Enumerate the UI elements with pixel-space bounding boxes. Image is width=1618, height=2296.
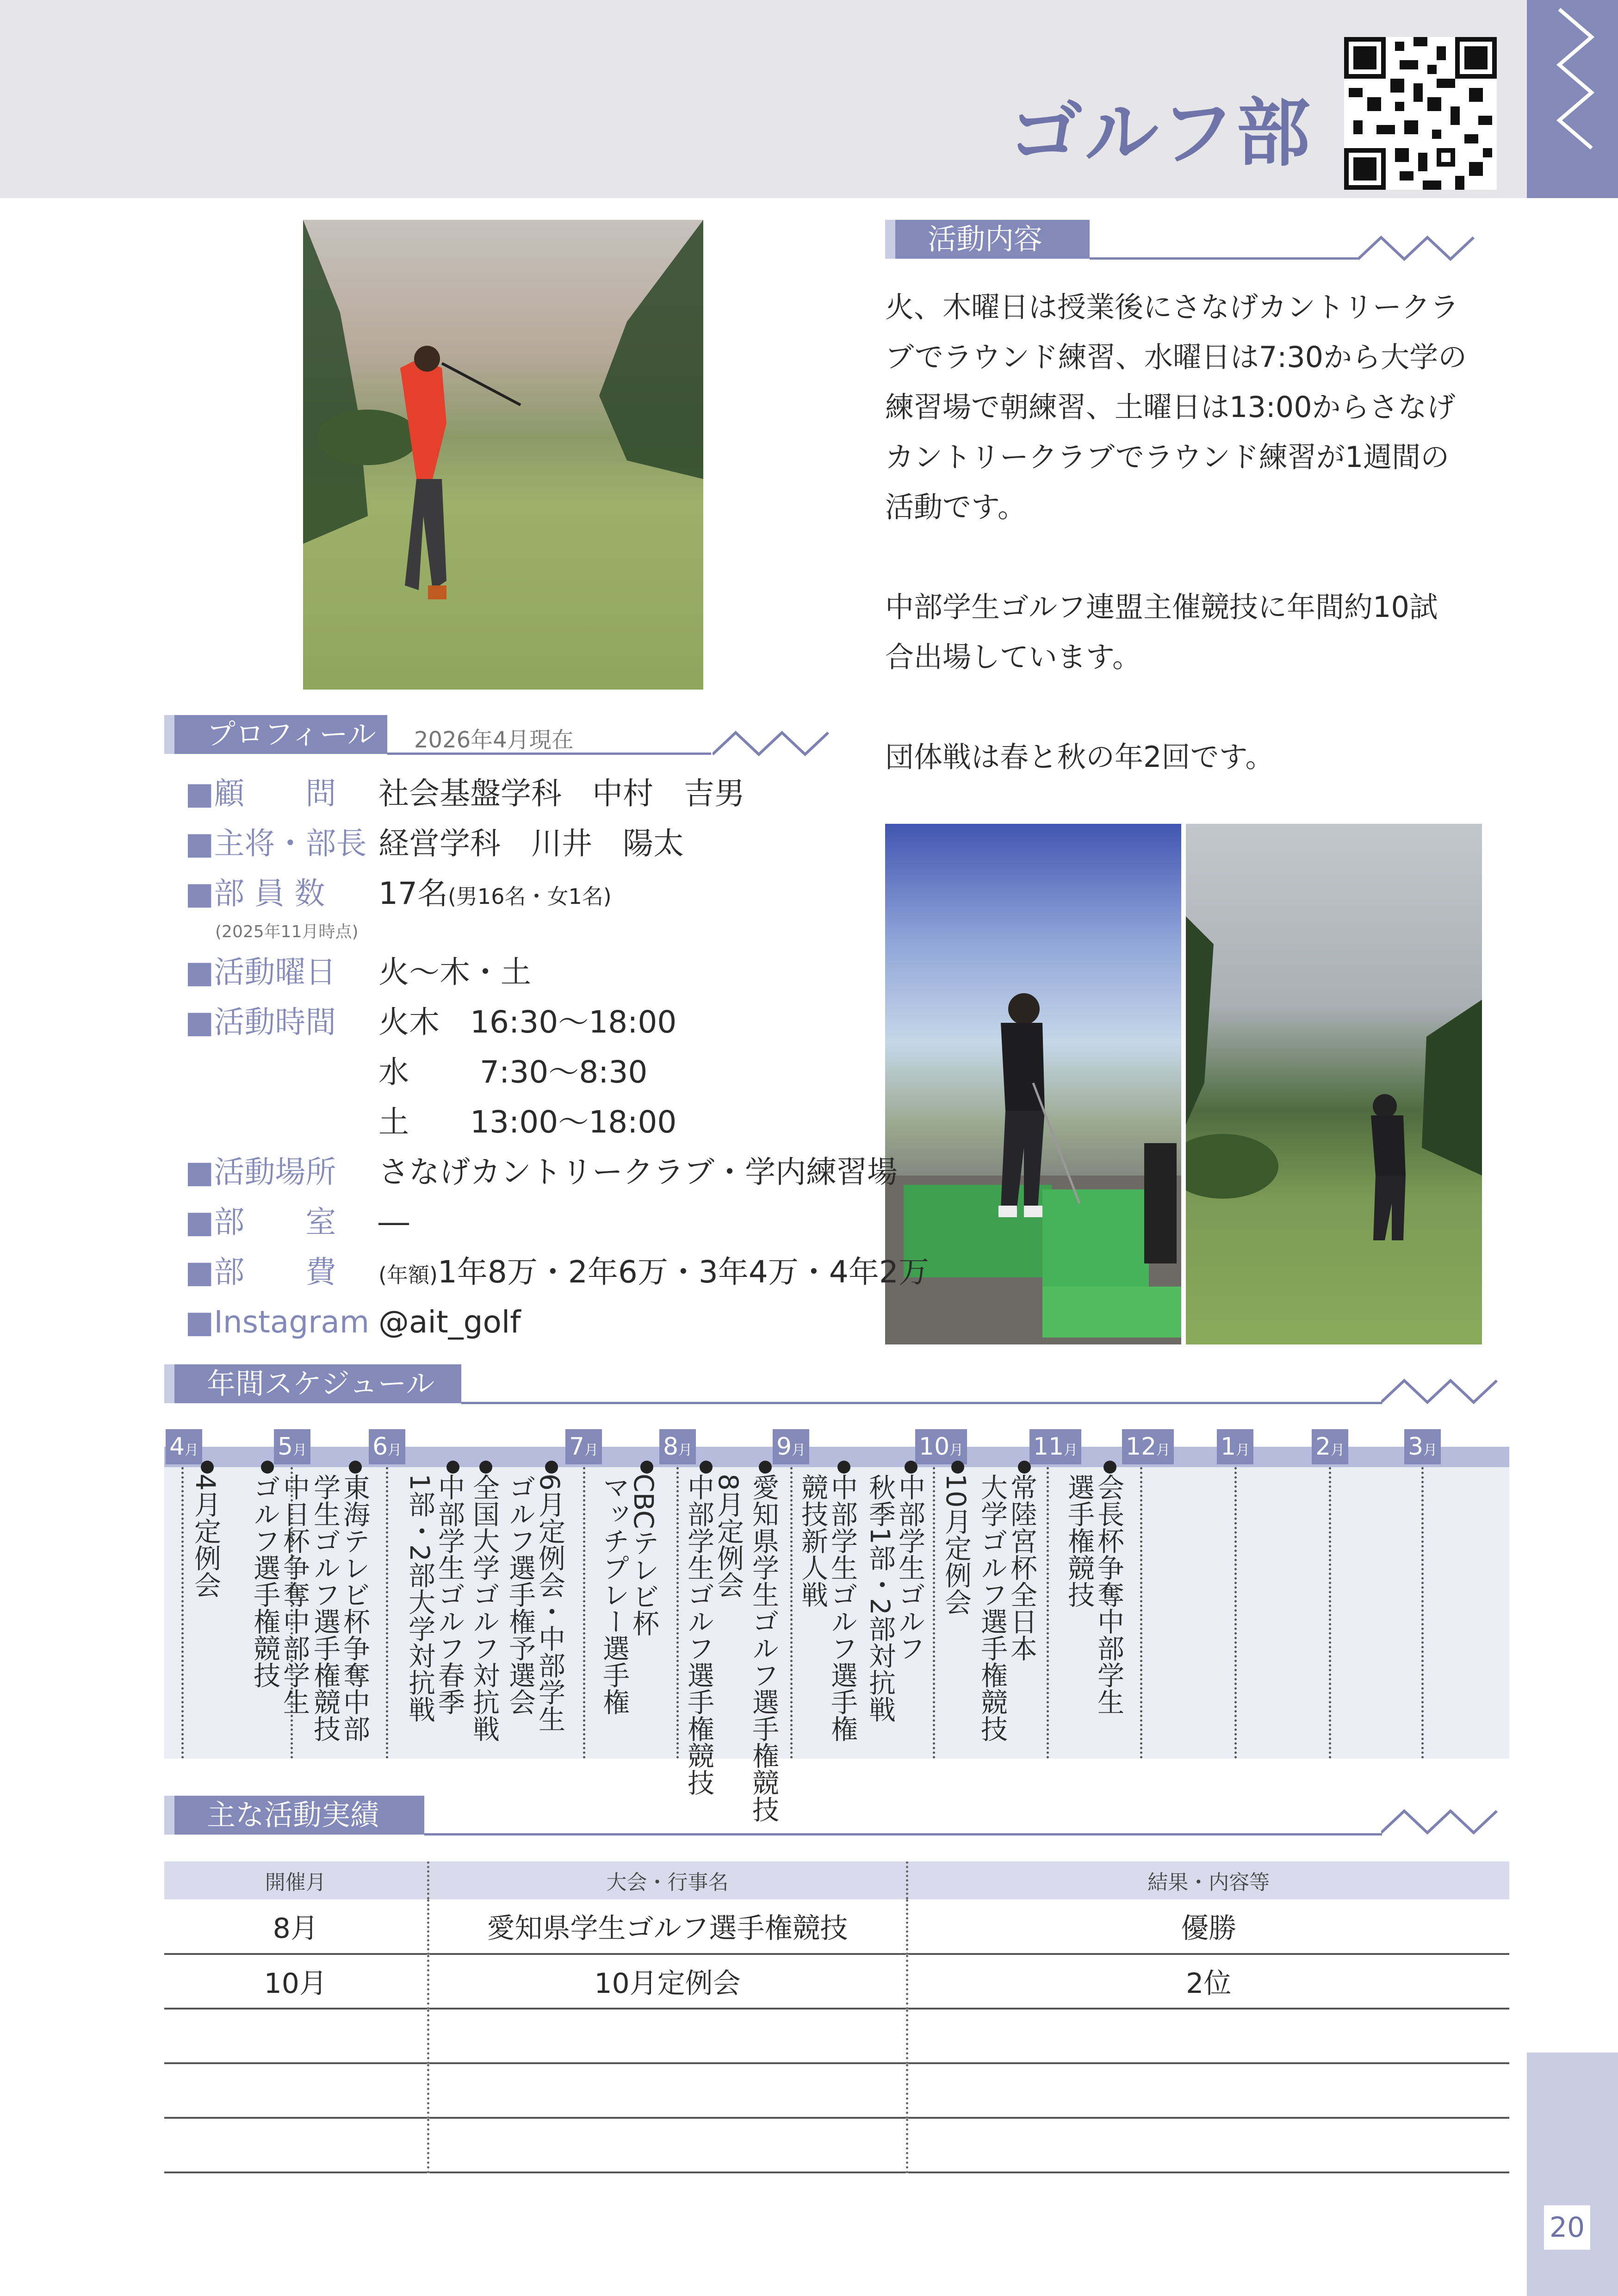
month-divider — [181, 1467, 184, 1759]
event-dot — [446, 1461, 459, 1474]
zigzag-decoration-icon — [1527, 0, 1618, 198]
activity-line: 団体戦は春と秋の年2回です。 — [885, 740, 1274, 774]
month-divider — [676, 1467, 679, 1759]
table-row — [164, 1899, 1509, 1954]
section-underline — [461, 1402, 1382, 1404]
event-dot — [261, 1461, 274, 1474]
month-badge — [1404, 1429, 1441, 1464]
month-divider — [1047, 1467, 1049, 1759]
table-cell — [907, 2118, 1509, 2172]
schedule-event: 10月定例会 — [940, 1474, 972, 1615]
month-badge — [565, 1429, 602, 1464]
month-unit: 月 — [1423, 1442, 1438, 1458]
section-accent-bar — [164, 1364, 174, 1403]
activity-heading: 活動内容 — [895, 220, 1090, 259]
fee-amounts: 1年8万・2年6万・3年4万・4年2万 — [437, 1254, 929, 1290]
table-cell: 8月 — [164, 1899, 428, 1954]
section-accent-bar — [885, 220, 895, 259]
schedule-event: 8月定例会 中部学生ゴルフ選手権競技 — [683, 1474, 744, 1796]
activity-line: ブでラウンド練習、水曜日は7:30から大学の — [885, 340, 1467, 374]
event-dot — [1103, 1461, 1116, 1474]
month-unit: 月 — [1236, 1442, 1250, 1458]
table-cell: 10月定例会 — [428, 1954, 907, 2009]
activity-line: 合出場しています。 — [885, 640, 1141, 674]
schedule-event: 東海テレビ杯争奪中部 学生ゴルフ選手権競技 — [309, 1474, 370, 1742]
activity-line: 活動です。 — [885, 490, 1027, 524]
instagram-handle[interactable]: @ait_golf — [378, 1304, 521, 1340]
month-divider — [933, 1467, 935, 1759]
schedule-heading: 年間スケジュール — [174, 1364, 461, 1403]
fee-prefix: (年額) — [378, 1263, 438, 1288]
table-cell — [164, 2009, 428, 2063]
month-num: 12 — [1126, 1433, 1157, 1461]
month-badge — [274, 1429, 310, 1464]
room-value: ― — [378, 1204, 409, 1240]
schedule-event: CBCテレビ杯 マッチプレー選手権 — [598, 1474, 659, 1715]
schedule-event: 全国大学ゴルフ対抗戦 — [468, 1474, 500, 1742]
month-badge — [1029, 1429, 1081, 1464]
schedule-event: 会長杯争奪中部学生 選手権競技 — [1063, 1474, 1124, 1715]
month-divider — [790, 1467, 793, 1759]
table-cell: 2位 — [907, 1954, 1509, 2009]
captain-label: ■主将・部長 — [185, 826, 367, 861]
month-badge — [773, 1429, 809, 1464]
month-unit: 月 — [1331, 1442, 1345, 1458]
place-value: さなげカントリークラブ・学内練習場 — [378, 1154, 898, 1190]
members-label: ■部 員 数 — [185, 876, 325, 911]
event-dot — [479, 1461, 492, 1474]
month-unit: 月 — [584, 1442, 599, 1458]
section-accent-bar — [164, 1796, 174, 1835]
schedule-event: 4月定例会 — [190, 1474, 221, 1598]
month-unit: 月 — [1064, 1442, 1078, 1458]
place-label: ■活動場所 — [185, 1154, 336, 1190]
days-value: 火～木・土 — [378, 954, 531, 990]
table-cell — [428, 2063, 907, 2118]
event-dot — [700, 1461, 713, 1474]
event-dot — [545, 1461, 558, 1474]
table-cell: 優勝 — [907, 1899, 1509, 1954]
section-underline — [1090, 257, 1358, 260]
captain-value: 経営学科 川井 陽太 — [378, 826, 684, 861]
activity-line: 練習場で朝練習、土曜日は13:00からさなげ — [885, 390, 1456, 424]
instagram-label: ■Instagram — [185, 1304, 370, 1340]
month-divider — [1329, 1467, 1331, 1759]
month-divider — [1234, 1467, 1237, 1759]
month-num: 4 — [169, 1433, 185, 1461]
results-heading: 主な活動実績 — [174, 1796, 424, 1835]
advisor-label: ■顧 問 — [185, 776, 336, 811]
month-unit: 月 — [949, 1442, 964, 1458]
room-label: ■部 室 — [185, 1204, 336, 1240]
month-divider — [583, 1467, 585, 1759]
page-title: ゴルフ部 — [1009, 90, 1313, 176]
month-unit: 月 — [185, 1442, 199, 1458]
month-unit: 月 — [293, 1442, 307, 1458]
members-value — [378, 873, 612, 915]
page-number: 20 — [1544, 2205, 1590, 2250]
event-dot — [201, 1461, 214, 1474]
results-table — [164, 1861, 1509, 2173]
month-divider — [1421, 1467, 1424, 1759]
month-badge — [1312, 1429, 1348, 1464]
month-unit: 月 — [678, 1442, 693, 1458]
members-note: (2025年11月時点) — [215, 922, 359, 941]
side-tab — [1527, 0, 1618, 198]
month-badge — [659, 1429, 696, 1464]
schedule-event: 愛知県学生ゴルフ選手権競技 — [748, 1474, 779, 1823]
month-num: 10 — [919, 1433, 950, 1461]
month-divider — [386, 1467, 388, 1759]
qr-code-icon[interactable] — [1344, 37, 1497, 190]
month-unit: 月 — [792, 1442, 806, 1458]
table-row — [164, 2009, 1509, 2063]
days-label: ■活動曜日 — [185, 954, 336, 990]
table-cell: 愛知県学生ゴルフ選手権競技 — [428, 1899, 907, 1954]
hours-value-1: 火木 16:30～18:00 — [378, 1004, 677, 1040]
zigzag-decoration-icon — [1381, 1377, 1511, 1405]
activity-line: 中部学生ゴルフ連盟主催競技に年間約10試 — [885, 590, 1438, 624]
table-row — [164, 2063, 1509, 2118]
profile-as-of: 2026年4月現在 — [414, 727, 574, 753]
month-badge — [915, 1429, 967, 1464]
zigzag-decoration-icon — [1381, 1807, 1511, 1835]
activity-line: 火、木曜日は授業後にさなげカントリークラ — [885, 290, 1459, 324]
event-dot — [837, 1461, 850, 1474]
schedule-event: 常陸宮杯全日本 大学ゴルフ選手権競技 — [976, 1474, 1037, 1742]
fee-value — [378, 1251, 929, 1293]
month-unit: 月 — [388, 1442, 402, 1458]
schedule-event: 中部学生ゴルフ選手権 競技新人戦 — [797, 1474, 858, 1742]
blank-line — [885, 682, 1487, 732]
month-num: 2 — [1315, 1433, 1331, 1461]
members-count: 17名 — [378, 876, 448, 911]
month-num: 9 — [776, 1433, 792, 1461]
event-dot — [759, 1461, 772, 1474]
schedule-event: 6月定例会・中部学生 ゴルフ選手権予選会 — [504, 1474, 565, 1732]
driving-range-photo — [885, 824, 1181, 1344]
schedule-timeline-bar — [164, 1447, 1509, 1467]
table-cell — [164, 2118, 428, 2172]
month-num: 11 — [1033, 1433, 1064, 1461]
event-dot — [349, 1461, 362, 1474]
month-badge — [1217, 1429, 1253, 1464]
members-detail: (男16名・女1名) — [447, 884, 612, 909]
table-header-row — [164, 1861, 1509, 1899]
table-row — [164, 2118, 1509, 2172]
month-divider — [1140, 1467, 1142, 1759]
month-num: 7 — [569, 1433, 585, 1461]
golfer-swing-photo — [303, 220, 703, 690]
table-cell — [428, 2009, 907, 2063]
activity-description — [885, 282, 1487, 782]
column-header: 大会・行事名 — [428, 1861, 907, 1899]
month-badge — [166, 1429, 202, 1464]
column-header: 開催月 — [164, 1861, 428, 1899]
fairway-swing-photo — [1186, 824, 1482, 1344]
month-num: 1 — [1221, 1433, 1236, 1461]
month-badge — [1122, 1429, 1174, 1464]
fee-label: ■部 費 — [185, 1254, 336, 1290]
table-cell — [907, 2009, 1509, 2063]
schedule-event: 中部学生ゴルフ春季 1部・2部大学対抗戦 — [404, 1474, 465, 1723]
activity-line: カントリークラブでラウンド練習が1週間の — [885, 440, 1450, 474]
event-dot — [1018, 1461, 1031, 1474]
profile-heading: プロフィール — [174, 715, 387, 754]
table-row — [164, 1954, 1509, 2009]
event-dot — [640, 1461, 653, 1474]
month-num: 5 — [278, 1433, 293, 1461]
section-accent-bar — [164, 715, 174, 754]
schedule-event: 中部学生ゴルフ 秋季1部・2部対抗戦 — [864, 1474, 925, 1723]
schedule-event: 中日杯争奪中部学生 ゴルフ選手権競技 — [249, 1474, 310, 1715]
zigzag-decoration-icon — [713, 729, 842, 757]
table-cell — [907, 2063, 1509, 2118]
hours-label: ■活動時間 — [185, 1004, 336, 1040]
advisor-value: 社会基盤学科 中村 吉男 — [378, 776, 745, 811]
table-cell: 10月 — [164, 1954, 428, 2009]
month-badge — [369, 1429, 405, 1464]
month-unit: 月 — [1156, 1442, 1171, 1458]
month-num: 3 — [1408, 1433, 1424, 1461]
blank-line — [885, 532, 1487, 582]
event-dot — [951, 1461, 964, 1474]
hours-value-2: 水 7:30～8:30 — [378, 1054, 648, 1090]
table-cell — [428, 2118, 907, 2172]
event-dot — [905, 1461, 917, 1474]
month-num: 8 — [663, 1433, 679, 1461]
table-cell — [164, 2063, 428, 2118]
hours-value-3: 土 13:00～18:00 — [378, 1104, 677, 1140]
column-header: 結果・内容等 — [907, 1861, 1509, 1899]
side-tab-bottom — [1527, 2053, 1618, 2296]
zigzag-decoration-icon — [1358, 234, 1483, 261]
section-underline — [424, 1833, 1382, 1836]
month-num: 6 — [372, 1433, 388, 1461]
